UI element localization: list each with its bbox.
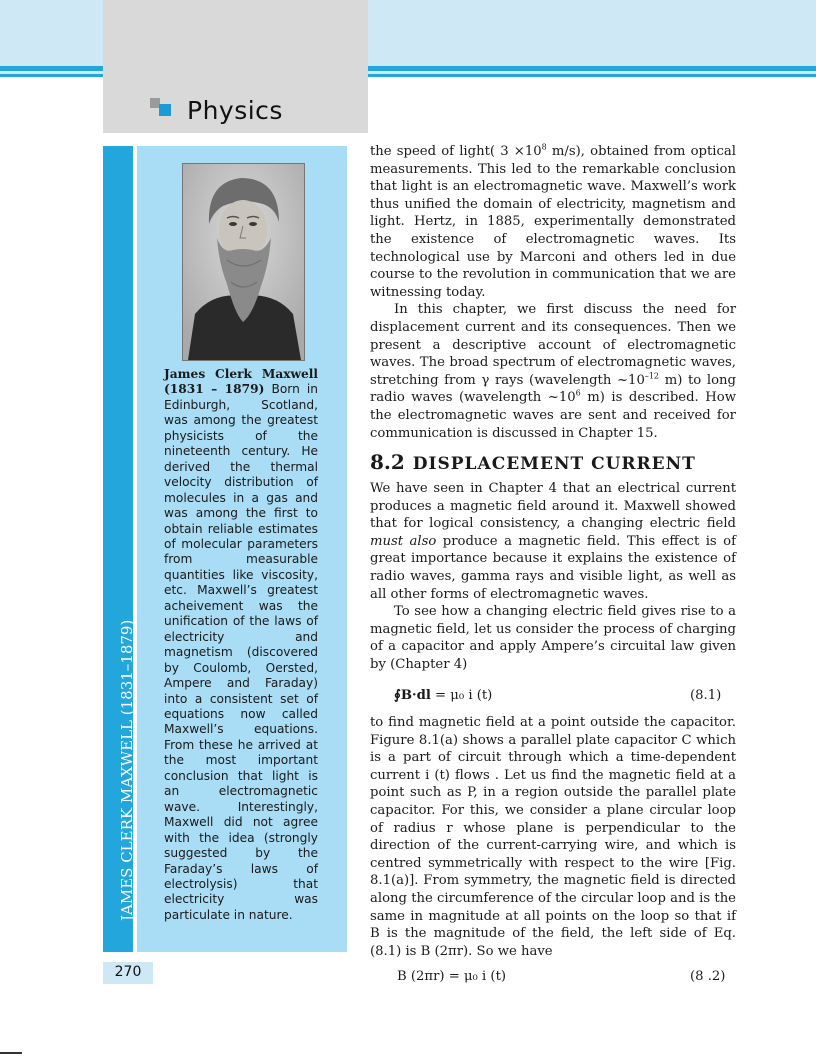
p2-exponent-2: 6 <box>575 388 581 398</box>
p2-text-c: m) is described. How the electromagnetic waves are sent and received for communication is discussed in Chapter 15. <box>370 390 736 441</box>
equation-8-1-lhs: ∮B·dl <box>394 688 431 703</box>
section-number: 8.2 <box>370 450 405 474</box>
bio-text: Born in Edinburgh, Scotland, was among the greatest physicists of the nineteenth century. He derived the thermal velocity distribution of molecules in a gas and was among the first to obtain reliable estimates of molecular parameters from measurable quantities like viscosity, etc. Maxwell’s greatest acheivement was the unification of the laws of electricity and magnetism (discovered by Coulomb, Oersted, Ampere and Faraday) into a consistent set of equations now called Maxwell’s equations. From these he arrived at the most important conclusion that light is an electromagnetic wave. Interestingly, Maxwell did not agree with the idea (strongly suggested by the Faraday’s laws of electrolysis) that electricity was particulate in nature. <box>164 382 318 922</box>
equation-8-2: B (2πr) = μ₀ i (t) <box>397 969 507 984</box>
p1-text-b: m/s), obtained from optical measurements. This led to the remarkable conclusion that light is an electromagnetic wave. Maxwell’s work thus unified the domain of electricity, magnetism and light. Hertz, in 1885, experimentally demonstrated the existence of electromagnetic waves. Its technological use by Marconi and others led in due course to the revolution in communication that we are witnessing today. <box>370 144 736 300</box>
equation-8-2-number: (8 .2) <box>690 969 726 984</box>
bio-name: James Clerk Maxwell (1831 – 1879) <box>164 367 318 397</box>
maxwell-portrait <box>182 163 305 361</box>
page-header-title: Physics <box>187 96 283 125</box>
main-text-middle <box>370 480 736 674</box>
paragraph-chapter-overview <box>370 301 736 442</box>
maxwell-biography <box>164 367 318 923</box>
p2-exponent-1: –12 <box>644 371 660 381</box>
paragraph-displacement-intro <box>370 480 736 603</box>
paragraph-magnetic-field-loop: to find magnetic field at a point outside the capacitor. Figure 8.1(a) shows a parallel plate capacitor C which is a part of circuit through which a time-dependent current i (t) flows . Let us find the magnetic field at a point such as P, in a region outside the parallel plate capacitor. For this, we consider a plane circular loop of radius r whose plane is perpendicular to the direction of the current-carrying wire, and which is centred symmetrically with respect to the wire [Fig. 8.1(a)]. From symmetry, the magnetic field is directed along the circumference of the circular loop and is the same in magnitude at all points on the loop so that if B is the magnitude of the field, the left side of Eq. (8.1) is B (2πr). So we have <box>370 715 736 959</box>
equation-8-1 <box>394 688 492 703</box>
section-heading <box>370 450 696 474</box>
p3-emphasis: must also <box>370 533 437 549</box>
main-text-bottom <box>370 714 736 960</box>
p2-text-b: m) to long radio waves (wavelength ~10 <box>370 372 736 406</box>
main-text-top <box>370 143 736 442</box>
section-title: DISPLACEMENT CURRENT <box>412 454 696 474</box>
p1-exponent: 8 <box>541 142 547 152</box>
paragraph-capacitor-setup: To see how a changing electric field gives rise to a magnetic field, let us consider the process of charging of a capacitor and apply Ampere’s circuital law given by (Chapter 4) <box>370 604 736 672</box>
sidebar-vertical-label: JAMES CLERK MAXWELL (1831–1879) <box>118 619 136 921</box>
p3-text-b: produce a magnetic field. This effect is of great importance because it explains the existence of radio waves, gamma rays and visible light, as well as all other forms of electromagnetic waves. <box>370 533 736 602</box>
portrait-image <box>183 164 304 360</box>
paragraph-speed-of-light <box>370 143 736 301</box>
p2-text-a: In this chapter, we first discuss the need for displacement current and its consequences. Then we present a descriptive account of electromagnetic waves. The broad spectrum of electromagnetic waves, stretching from γ rays (wavelength ~10 <box>370 302 736 388</box>
crop-mark <box>0 1052 22 1054</box>
p3-text-a: We have seen in Chapter 4 that an electrical current produces a magnetic field around it. Maxwell showed that for logical consistency, a changing electric field <box>370 481 736 532</box>
equation-8-1-rhs: = μ₀ i (t) <box>430 688 493 703</box>
page-number: 270 <box>114 964 142 980</box>
p1-text-a: the speed of light( 3 ×10 <box>370 144 542 159</box>
page-number-box <box>103 962 153 984</box>
equation-8-1-number: (8.1) <box>690 688 722 703</box>
square-bullet-accent-icon <box>159 104 171 116</box>
